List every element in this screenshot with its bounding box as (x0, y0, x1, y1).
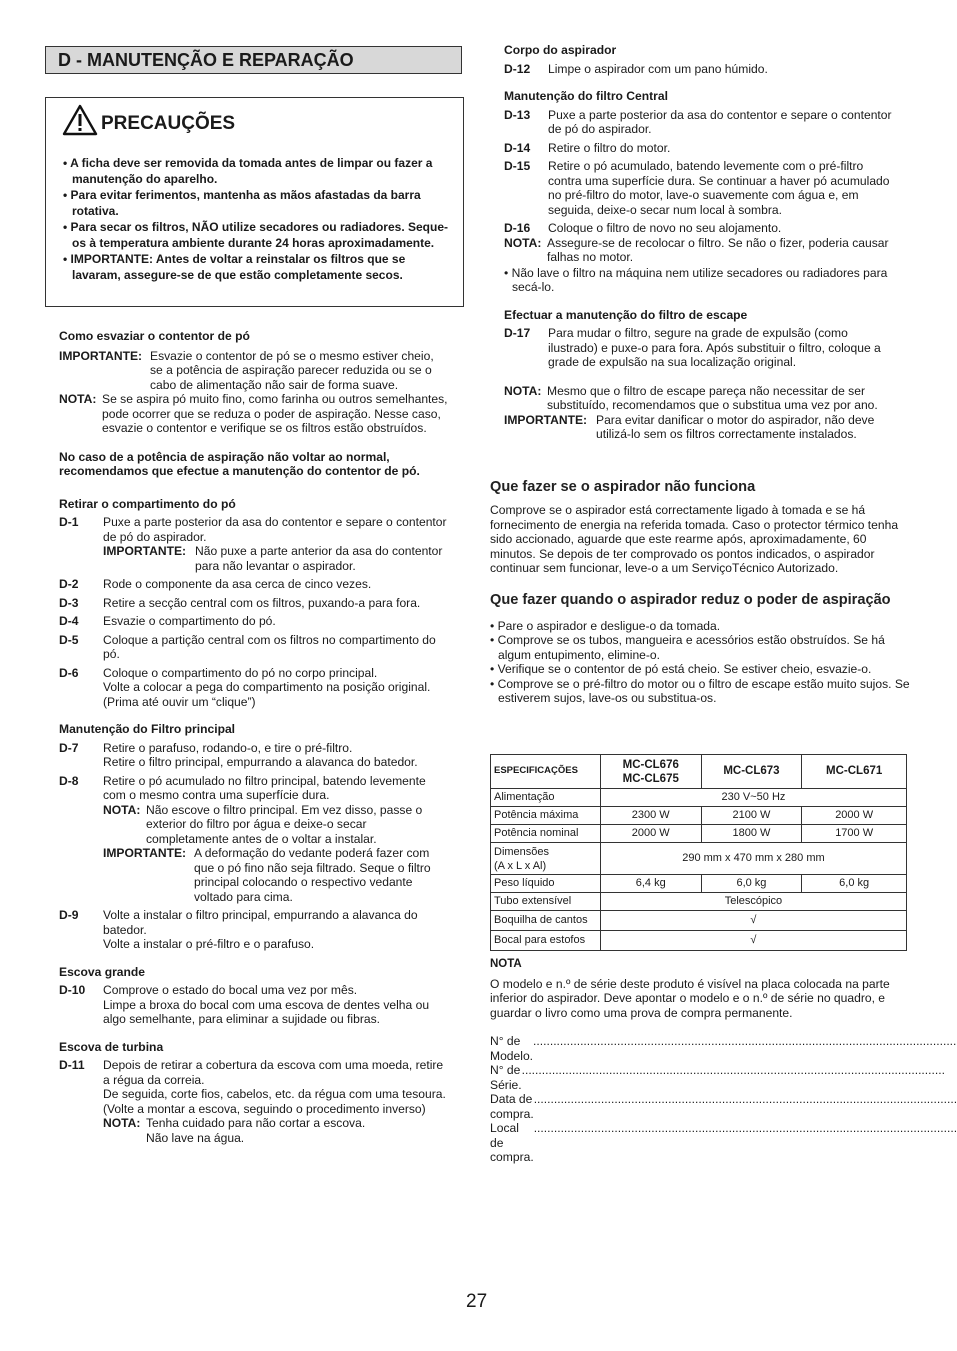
field-dots: .............................................................................................................................. (521, 1063, 945, 1077)
table-cell: 6,4 kg (600, 875, 701, 893)
step-d4 (59, 614, 451, 629)
table-header-cell (600, 755, 701, 789)
note-label: NOTA: (103, 802, 141, 817)
important-label: IMPORTANTE: (103, 544, 187, 558)
step-text (103, 1058, 451, 1145)
table-cell: Alimentação (491, 789, 601, 807)
brush-title: Escova grande (59, 964, 146, 979)
step-code: D-16 (504, 221, 531, 235)
step-d6-text: Coloque o compartimento do pó no corpo principal. (103, 665, 378, 680)
step-text (103, 774, 451, 905)
empty-note (59, 392, 451, 436)
table-row (491, 825, 907, 843)
step-d11-text: Depois de retirar a cobertura da escova com uma moeda, retire a régua da correia. (103, 1058, 444, 1087)
important-text: Para evitar danificar o motor do aspirador, não deve utilizá-lo sem os filtros correctamente instalados. (596, 412, 875, 441)
step-d8-text: Retire o pó acumulado no filtro principal, batendo levemente com o mesmo contra uma superfície dura. (103, 773, 426, 802)
field-label: Data de compra. (490, 1092, 534, 1121)
table-cell: 2100 W (701, 807, 802, 825)
note-text: Se se aspira pó muito fino, como farinha ou outros semelhantes, pode ocorrer que se reduza o poder de aspiração. Nesse caso, esvazie o contentor e verifique se os filtros estão obstruídos. (102, 392, 448, 435)
page-number: 27 (466, 1291, 488, 1312)
precautions-list (63, 155, 455, 283)
bold-paragraph: No caso de a potência de aspiração não voltar ao normal, recomendamos que efectue a manutenção do contentor de pó. (59, 449, 420, 478)
step-d7 (59, 741, 451, 770)
step-code: D-3 (59, 595, 79, 610)
step-code: D-1 (59, 515, 79, 529)
step-d16 (504, 221, 894, 236)
step-d11 (59, 1058, 451, 1145)
step-d5 (59, 633, 451, 662)
step-d8 (59, 774, 451, 905)
check-mark-cell: √ (600, 931, 906, 951)
important-label: IMPORTANTE: (504, 412, 588, 427)
step-text: Para mudar o filtro, segure na grade de expulsão (como ilustrado) e puxe-o para fora. Após substituir o filtro, coloque a grade de expulsão na sua localização original. (548, 326, 881, 369)
important-d17 (504, 413, 894, 442)
right-column-bottom (490, 478, 910, 706)
remove-compartment-title: Retirar o compartimento do pó (59, 496, 236, 511)
empty-container-title: Como esvaziar o contentor de pó (59, 329, 250, 343)
table-cell (491, 843, 601, 875)
table-cell: Potência nominal (491, 825, 601, 843)
step-code: D-12 (504, 61, 531, 76)
table-cell: 2300 W (600, 807, 701, 825)
cell-line: (A x L x Al) (494, 859, 547, 872)
reduced-suction-title: Que fazer quando o aspirador reduz o poder de aspiração (490, 591, 891, 608)
note-d17 (504, 384, 894, 413)
step-text: Retire o filtro do motor. (548, 140, 671, 155)
precaution-item: • A ficha deve ser removida da tomada antes de limpar ou fazer a manutenção do aparelho. (63, 156, 433, 186)
step-d10 (59, 983, 451, 1027)
note-text-line: Tenha cuidado para não cortar a escova. (146, 1116, 366, 1130)
field-label: Local de compra. (490, 1121, 534, 1164)
step-d9-text2: Volte a instalar o pré-filtro e o parafuso. (103, 937, 315, 951)
step-code: D-9 (59, 908, 79, 922)
note-section (490, 957, 957, 1165)
bullet-note: • Não lave o filtro na máquina nem utilize secadores ou radiadores para secá-lo. (504, 265, 888, 294)
central-filter-title: Manutenção do filtro Central (504, 89, 668, 103)
right-column-top (504, 43, 894, 442)
step-text (103, 515, 451, 573)
step-code: D-7 (59, 740, 79, 755)
table-cell: 2000 W (600, 825, 701, 843)
field-model (490, 1034, 957, 1063)
step-d13 (504, 108, 894, 137)
check-mark-cell: √ (600, 911, 906, 931)
note-text: Assegure-se de recolocar o filtro. Se não o fizer, poderia causar falhas no motor. (547, 235, 889, 264)
step-code: D-15 (504, 159, 531, 173)
list-item: • Pare o aspirador e desligue-o da tomada. (490, 618, 721, 633)
precautions-title: PRECAUÇÕES (101, 113, 236, 134)
field-purchase-date (490, 1092, 957, 1121)
step-d7-text: Retire o parafuso, rodando-o, e tire o pré-filtro. (103, 740, 353, 755)
body-title: Corpo do aspirador (504, 43, 617, 57)
field-serial (490, 1063, 945, 1092)
list-item: • Comprove se os tubos, mangueira e acessórios estão obstruídos. Se há algum entupimento, elimine-o. (490, 633, 885, 662)
step-text: Esvazie o compartimento do pó. (103, 614, 276, 628)
precaution-item: • IMPORTANTE: Antes de voltar a reinstalar os filtros que se lavaram, assegure-se de que estão completamente secos. (63, 252, 406, 282)
important-label: IMPORTANTE: (59, 348, 143, 363)
note-title: NOTA (490, 958, 522, 970)
field-label: N° de Série. (490, 1063, 522, 1092)
model-name: MC-CL676 (622, 758, 679, 771)
not-working-text: Comprove se o aspirador está correctamente ligado à tomada e se há fornecimento de energia na referida tomada. Caso o protector térmico tenha sido accionado, aguarde que este rearme após, aproximadamente, 60 minutos. Se depois de ter comprovado os pontos indicados, o aspirador continuar sem funcionar, leve-o a um ServiçoTécnico Autorizado. (490, 503, 899, 575)
precaution-item: • Para evitar ferimentos, mantenha as mãos afastadas da barra rotativa. (63, 188, 421, 218)
table-row (491, 875, 907, 893)
table-row (491, 807, 907, 825)
step-code: D-5 (59, 632, 79, 647)
table-cell: Potência máxima (491, 807, 601, 825)
section-title: D - MANUTENÇÃO E REPARAÇÃO (45, 46, 462, 74)
step-code: D-13 (504, 107, 531, 122)
table-cell: Boquilha de cantos (491, 911, 601, 931)
table-row (491, 911, 907, 931)
table-row (491, 789, 907, 807)
step-d1-text: Puxe a parte posterior da asa do contentor e separe o contentor de pó do aspirador. (103, 515, 447, 544)
step-d6 (59, 666, 451, 710)
not-working-title: Que fazer se o aspirador não funciona (490, 479, 756, 495)
note-text (146, 1116, 451, 1145)
step-d12 (504, 62, 894, 77)
empty-important (59, 349, 451, 393)
note-label: NOTA: (504, 235, 542, 250)
table-cell: Telescópico (600, 893, 906, 911)
step-text: Coloque o filtro de novo no seu alojamento. (548, 221, 782, 235)
step-d10-text: Comprove o estado do bocal uma vez por mês. (103, 983, 358, 997)
table-cell: 2000 W (802, 807, 907, 825)
exhaust-filter-title: Efectuar a manutenção do filtro de escape (504, 307, 748, 322)
step-d9-text: Volte a instalar o filtro principal, empurrando a alavanca do batedor. (103, 908, 418, 937)
step-code: D-11 (59, 1058, 85, 1072)
note-text-line: Não lave na água. (146, 1130, 245, 1145)
step-d7-text2: Retire o filtro principal, empurrando a alavanca do batedor. (103, 755, 418, 769)
step-d6-text2: Volte a colocar a pega do compartimento na posição original. (Prima até ouvir um “clique”) (103, 680, 431, 709)
step-text: Retire o pó acumulado, batendo levemente com o pré-filtro contra uma superfície dura. Se continuar a haver pó acumulado no pré-filtro do motor, lave-o suavemente com água e, em seguida, deixe-o secar num local à sombra. (548, 159, 890, 217)
step-code: D-14 (504, 140, 531, 155)
field-label: N° de Modelo. (490, 1034, 534, 1063)
table-cell: 1800 W (701, 825, 802, 843)
step-d1 (59, 515, 451, 573)
important-text: Esvazie o contentor de pó se o mesmo estiver cheio, se a potência de aspiração parecer reduzida ou se o cabo de alimentação não sair de forma suave. (150, 348, 434, 392)
step-code: D-2 (59, 577, 79, 591)
step-d3 (59, 596, 451, 611)
table-cell: Bocal para estofos (491, 931, 601, 951)
precaution-item: • Para secar os filtros, NÃO utilize secadores ou radiadores. Seque-os à temperatura ambiente durante 24 horas aproximadamente. (63, 220, 449, 250)
important-label: IMPORTANTE: (103, 846, 187, 860)
step-d9 (59, 908, 451, 952)
note-d16 (504, 236, 894, 265)
left-column (59, 329, 451, 1145)
table-cell: Peso líquido (491, 875, 601, 893)
step-d17 (504, 326, 894, 370)
important-text: A deformação do vedante poderá fazer com que o pó fino não seja filtrado. Seque o filtro principal colocando o respectivo vedante voltado para cima. (194, 846, 431, 904)
note-label: NOTA: (103, 1116, 141, 1130)
note-label: NOTA: (504, 383, 542, 398)
step-code: D-10 (59, 983, 86, 997)
step-code: D-17 (504, 326, 531, 340)
step-d15 (504, 159, 894, 217)
table-row (491, 755, 907, 789)
step-text (103, 908, 451, 952)
list-item: • Verifique se o contentor de pó está cheio. Se estiver cheio, esvazie-o. (490, 662, 872, 676)
step-d10-text2: Limpe a broxa do bocal com uma escova de dentes velha ou algo semelhante, para eliminar a sujidade ou fibras. (103, 997, 430, 1026)
reduced-suction-list (490, 619, 910, 706)
step-text: Limpe o aspirador com um pano húmido. (548, 61, 768, 76)
table-cell: 6,0 kg (701, 875, 802, 893)
field-dots: .............................................................................................................................. (533, 1121, 957, 1135)
table-row (491, 893, 907, 911)
step-text (103, 983, 451, 1027)
turbo-brush-title: Escova de turbina (59, 1039, 164, 1054)
step-text (103, 666, 451, 710)
step-text: Rode o componente da asa cerca de cinco vezes. (103, 577, 372, 591)
step-d2 (59, 577, 451, 592)
table-header-cell: MC-CL673 (701, 755, 802, 789)
table-header-cell: ESPECIFICAÇÕES (491, 755, 601, 789)
step-text: Retire a secção central com os filtros, puxando-a para fora. (103, 595, 421, 610)
spec-table (490, 754, 907, 951)
main-filter-title: Manutenção do Filtro principal (59, 722, 236, 736)
important-text: Não puxe a parte anterior da asa do contentor para não levantar o aspirador. (195, 544, 443, 573)
note-text: Não escove o filtro principal. Em vez disso, passe o exterior do filtro por água e deixe-o secar completamente antes de o voltar a instalar. (146, 802, 423, 846)
model-name: MC-CL675 (622, 772, 679, 785)
field-dots: .............................................................................................................................. (533, 1092, 957, 1106)
table-cell: Tubo extensível (491, 893, 601, 911)
table-row (491, 931, 907, 951)
step-text: Puxe a parte posterior da asa do contentor e separe o contentor de pó do aspirador. (548, 107, 892, 136)
step-code: D-4 (59, 614, 79, 628)
table-cell: 290 mm x 470 mm x 280 mm (600, 843, 906, 875)
warning-icon (62, 104, 98, 136)
cell-line: Dimensões (494, 845, 550, 858)
note-text: O modelo e n.º de série deste produto é visível na placa colocada na parte inferior do aspirador. Deve apontar o modelo e o n.º de série no quadro, e guardar o livro como uma prova de compra permanente. (490, 976, 890, 1020)
table-cell: 1700 W (802, 825, 907, 843)
table-header-cell: MC-CL671 (802, 755, 907, 789)
list-item: • Comprove se o pré-filtro do motor ou o filtro de escape estão muito sujos. Se estiverem sujos, lave-os ou substitua-os. (490, 676, 910, 705)
step-code: D-6 (59, 665, 79, 680)
table-cell: 6,0 kg (802, 875, 907, 893)
step-code: D-8 (59, 773, 79, 788)
step-text: Coloque a partição central com os filtros no compartimento do pó. (103, 632, 436, 661)
step-d11-text2: De seguida, corte fios, cabelos, etc. da régua com uma tesoura. (Volte a montar a escova, seguindo o procedimento inverso) (103, 1087, 446, 1116)
step-text (103, 741, 451, 770)
table-cell: 230 V~50 Hz (600, 789, 906, 807)
note-label: NOTA: (59, 392, 97, 406)
field-purchase-place (490, 1121, 957, 1165)
table-row (491, 843, 907, 875)
step-d14 (504, 141, 894, 156)
note-text: Mesmo que o filtro de escape pareça não necessitar de ser substituído, recomendamos que o substitua uma vez por ano. (547, 383, 878, 412)
field-dots: .............................................................................................................................. (533, 1034, 957, 1048)
record-fields (490, 1034, 957, 1165)
